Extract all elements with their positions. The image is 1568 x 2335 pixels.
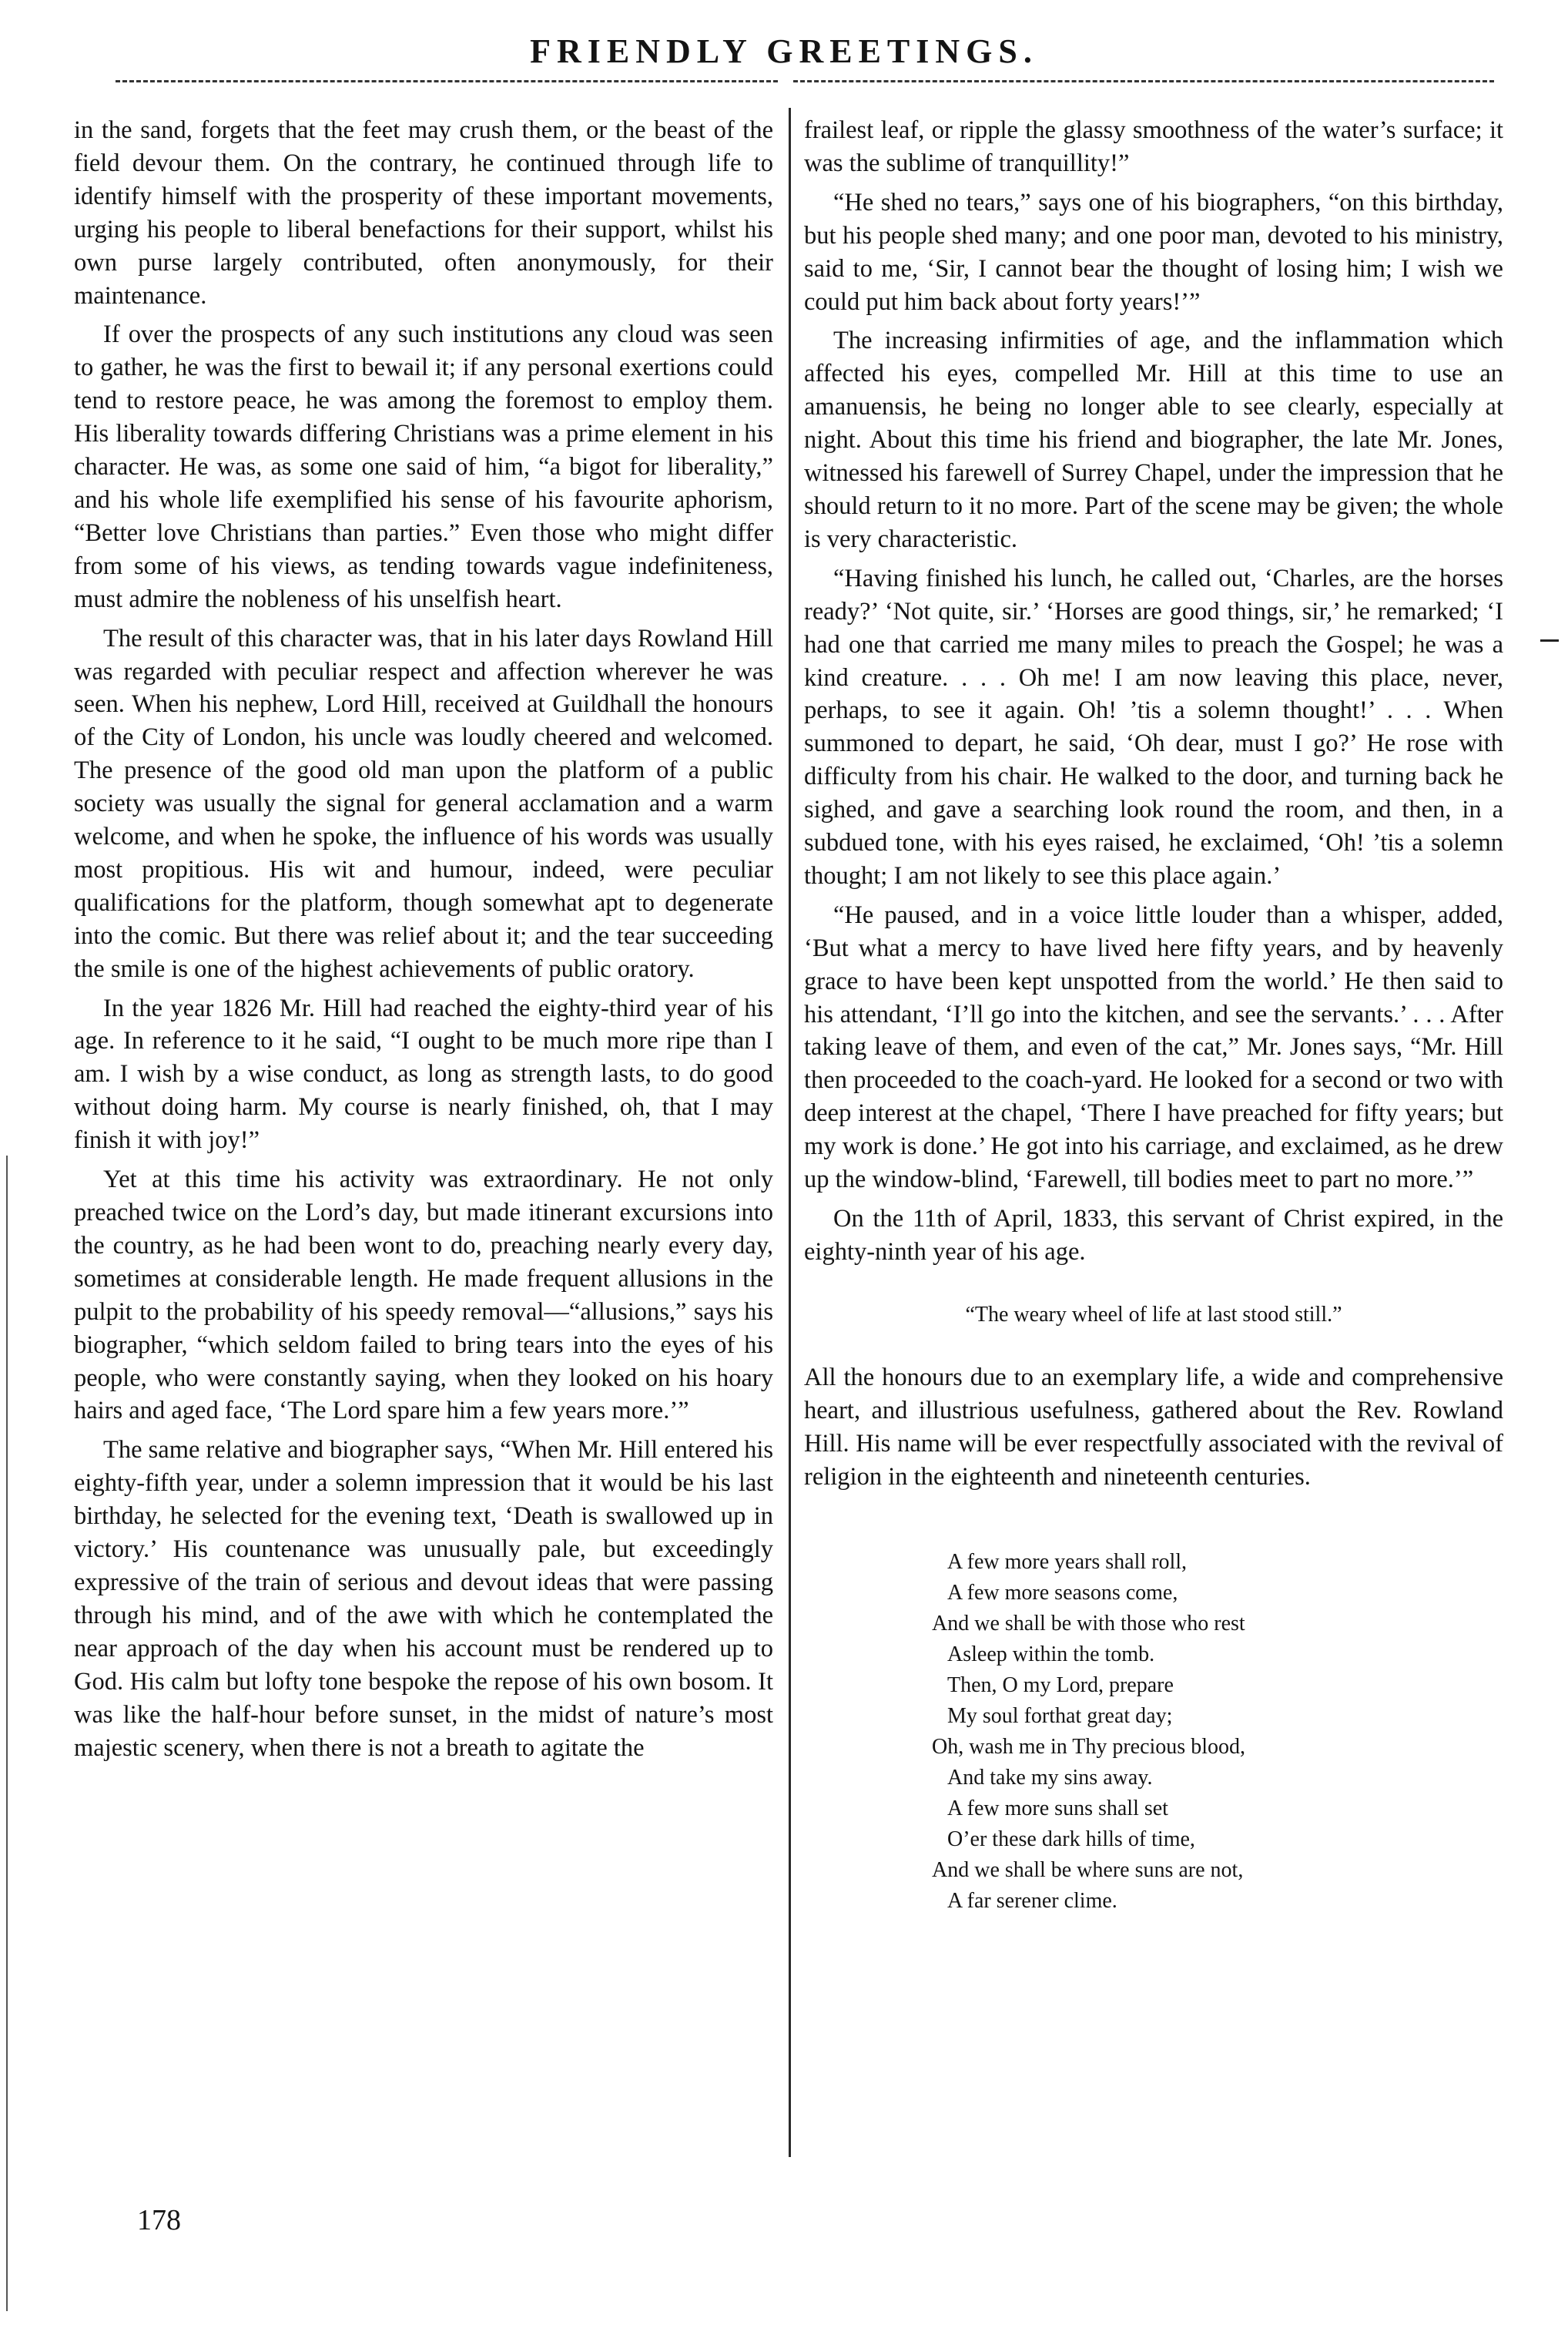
poem-line: Then, O my Lord, prepare [947,1673,1174,1698]
paragraph: The increasing infirmities of age, and the inflammation which affected his eyes, compelled Mr. Hill at this time to use an amanuensis, he being no longer able to see clearly, especially at night. About this time his friend and biographer, the late Mr. Jones, witnessed his farewell of Surrey Chapel, under the impression that he should return to it no more. Part of the scene may be given; the whole is very characteristic. [804,327,1503,553]
margin-mark [1540,639,1559,642]
paragraph: in the sand, forgets that the feet may crush them, or the beast of the field devour them. On the contrary, he continued through life to identify himself with the prosperity of these important movements, urging his people to liberal benefactions for their support, whilst his own purse largely contributed, often anonymously, for their maintenance. [74,116,773,310]
header-title: FRIENDLY GREETINGS. [530,32,1038,70]
hymn-verse [932,1547,1503,1917]
epigraph-quote: “The weary wheel of life at last stood still.” [965,1302,1342,1327]
paragraph: On the 11th of April, 1833, this servant of Christ expired, in the eighty-ninth year of his age. [804,1205,1503,1266]
paragraph: “He paused, and in a voice little louder than a whisper, added, ‘But what a mercy to have lived here fifty years, and by heavenly grace to have been kept unspotted from the world.’ He then said to his attendant, ‘I’ll go into the kitchen, and see the servants.’ . . . After taking leave of them, and even of the cat,” Mr. Jones says, “Mr. Hill then proceeded to the coach-yard. He looked for a second or two with deep interest at the chapel, ‘There I have preached for fifty years; but my work is done.’ He got into his carriage, and exclaimed, as he drew up the window-blind, ‘Farewell, till bodies meet to part no more.’” [804,901,1503,1194]
paragraph: The result of this character was, that in his later days Rowland Hill was regarded with peculiar respect and affection wherever he was seen. When his nephew, Lord Hill, received at Guildhall the honours of the City of London, his uncle was loudly cheered and welcomed. The presence of the good old man upon the platform of a public society was usually the signal for general acclamation and a warm welcome, and when he spoke, the influence of his words was usually most propitious. His wit and humour, indeed, were peculiar qualifications for the platform, though somewhat apt to degenerate into the comic. But there was relief about it; and the tear succeeding the smile is one of the highest achievements of public oratory. [74,624,773,983]
left-column [74,114,773,1770]
poem-line: And take my sins away. [947,1766,1153,1790]
header-rule-right [793,80,1494,82]
scan-edge-line [6,1156,8,2311]
paragraph: “Having finished his lunch, he called out, ‘Charles, are the horses ready?’ ‘Not quite, sir.’ ‘Horses are good things, sir,’ he remarked; ‘I had one that carried me many miles to preach the Gospel; he was a kind creature. . . . Oh me! I am now leaving this place, never, perhaps, to see it again. Oh! ’tis a solemn thought!’ . . . When summoned to depart, he said, ‘Oh dear, must I go?’ He rose with difficulty from his chair. He walked to the door, and turning back he sighed, and gave a searching look round the room, and then, in a subdued tone, with his eyes raised, he exclaimed, ‘Oh! ’tis a solemn thought; I am not likely to see this place again.’ [804,564,1503,890]
poem-line: And we shall be where suns are not, [932,1858,1244,1883]
column-divider [789,108,791,2157]
paragraph: The same relative and biographer says, “When Mr. Hill entered his eighty-fifth year, under a solemn impression that it would be his last birthday, he selected for the evening text, ‘Death is swallowed up in victory.’ His countenance was unusually pale, but exceedingly expressive of the train of serious and devout ideas that were passing through his mind, and of the awe with which he contemplated the near approach of the day when his account must be rendered up to God. His calm but lofty tone bespoke the repose of his own bosom. It was like the half-hour before sunset, in the midst of nature’s most majestic scenery, when there is not a breath to agitate the [74,1436,773,1762]
running-header [0,32,1568,71]
poem-line: And we shall be with those who rest [932,1612,1245,1636]
header-rule-left [116,80,778,82]
paragraph: If over the prospects of any such institutions any cloud was seen to gather, he was the first to bewail it; if any personal exertions could tend to restore peace, he was among the foremost to employ them. His liberality towards differing Christians was a prime element in his character. He was, as some one said of him, “a bigot for liberality,” and his whole life exemplified his sense of his favourite aphorism, “Better love Christians than parties.” Even those who might differ from some of his views, as tending towards vague indefiniteness, must admire the nobleness of his unselfish heart. [74,320,773,613]
poem-line: My soul forthat great day; [947,1704,1173,1729]
poem-line: A few more seasons come, [947,1581,1178,1605]
poem-line: A few more suns shall set [947,1797,1168,1821]
paragraph: frailest leaf, or ripple the glassy smoothness of the water’s surface; it was the sublime of tranquillity!” [804,116,1503,177]
poem-line: Oh, wash me in Thy precious blood, [932,1735,1245,1760]
poem-line: Asleep within the tomb. [947,1642,1155,1667]
right-column [804,114,1503,1917]
closing-paragraph: All the honours due to an exemplary life, a wide and comprehensive heart, and illustrious usefulness, gathered about the Rev. Rowland Hill. His name will be ever respectfully associated with the revival of religion in the eighteenth and nineteenth centuries. [804,1363,1503,1491]
page-number: 178 [137,2204,181,2236]
poem-line: A far serener clime. [947,1889,1117,1914]
paragraph: In the year 1826 Mr. Hill had reached the eighty-third year of his age. In reference to it he said, “I ought to be much more ripe than I am. I wish by a wise conduct, as long as strength lasts, to do good without doing harm. My course is nearly finished, oh, that I may finish it with joy!” [74,994,773,1155]
poem-line: A few more years shall roll, [947,1550,1188,1575]
poem-line: O’er these dark hills of time, [947,1827,1195,1852]
paragraph: Yet at this time his activity was extraordinary. He not only preached twice on the Lord’s day, but made itinerant excursions into the country, as he had been wont to do, preaching nearly every day, sometimes at considerable length. He made frequent allusions in the pulpit to the probability of his speedy removal—“allusions,” says his biographer, “which seldom failed to bring tears into the eyes of his people, who were constantly saying, when they looked on his hoary hairs and aged face, ‘The Lord spare him a few years more.’” [74,1166,773,1425]
paragraph: “He shed no tears,” says one of his biographers, “on this birthday, but his people shed many; and one poor man, devoted to his ministry, said to me, ‘Sir, I cannot bear the thought of losing him; I wish we could put him back about forty years!’” [804,188,1503,316]
